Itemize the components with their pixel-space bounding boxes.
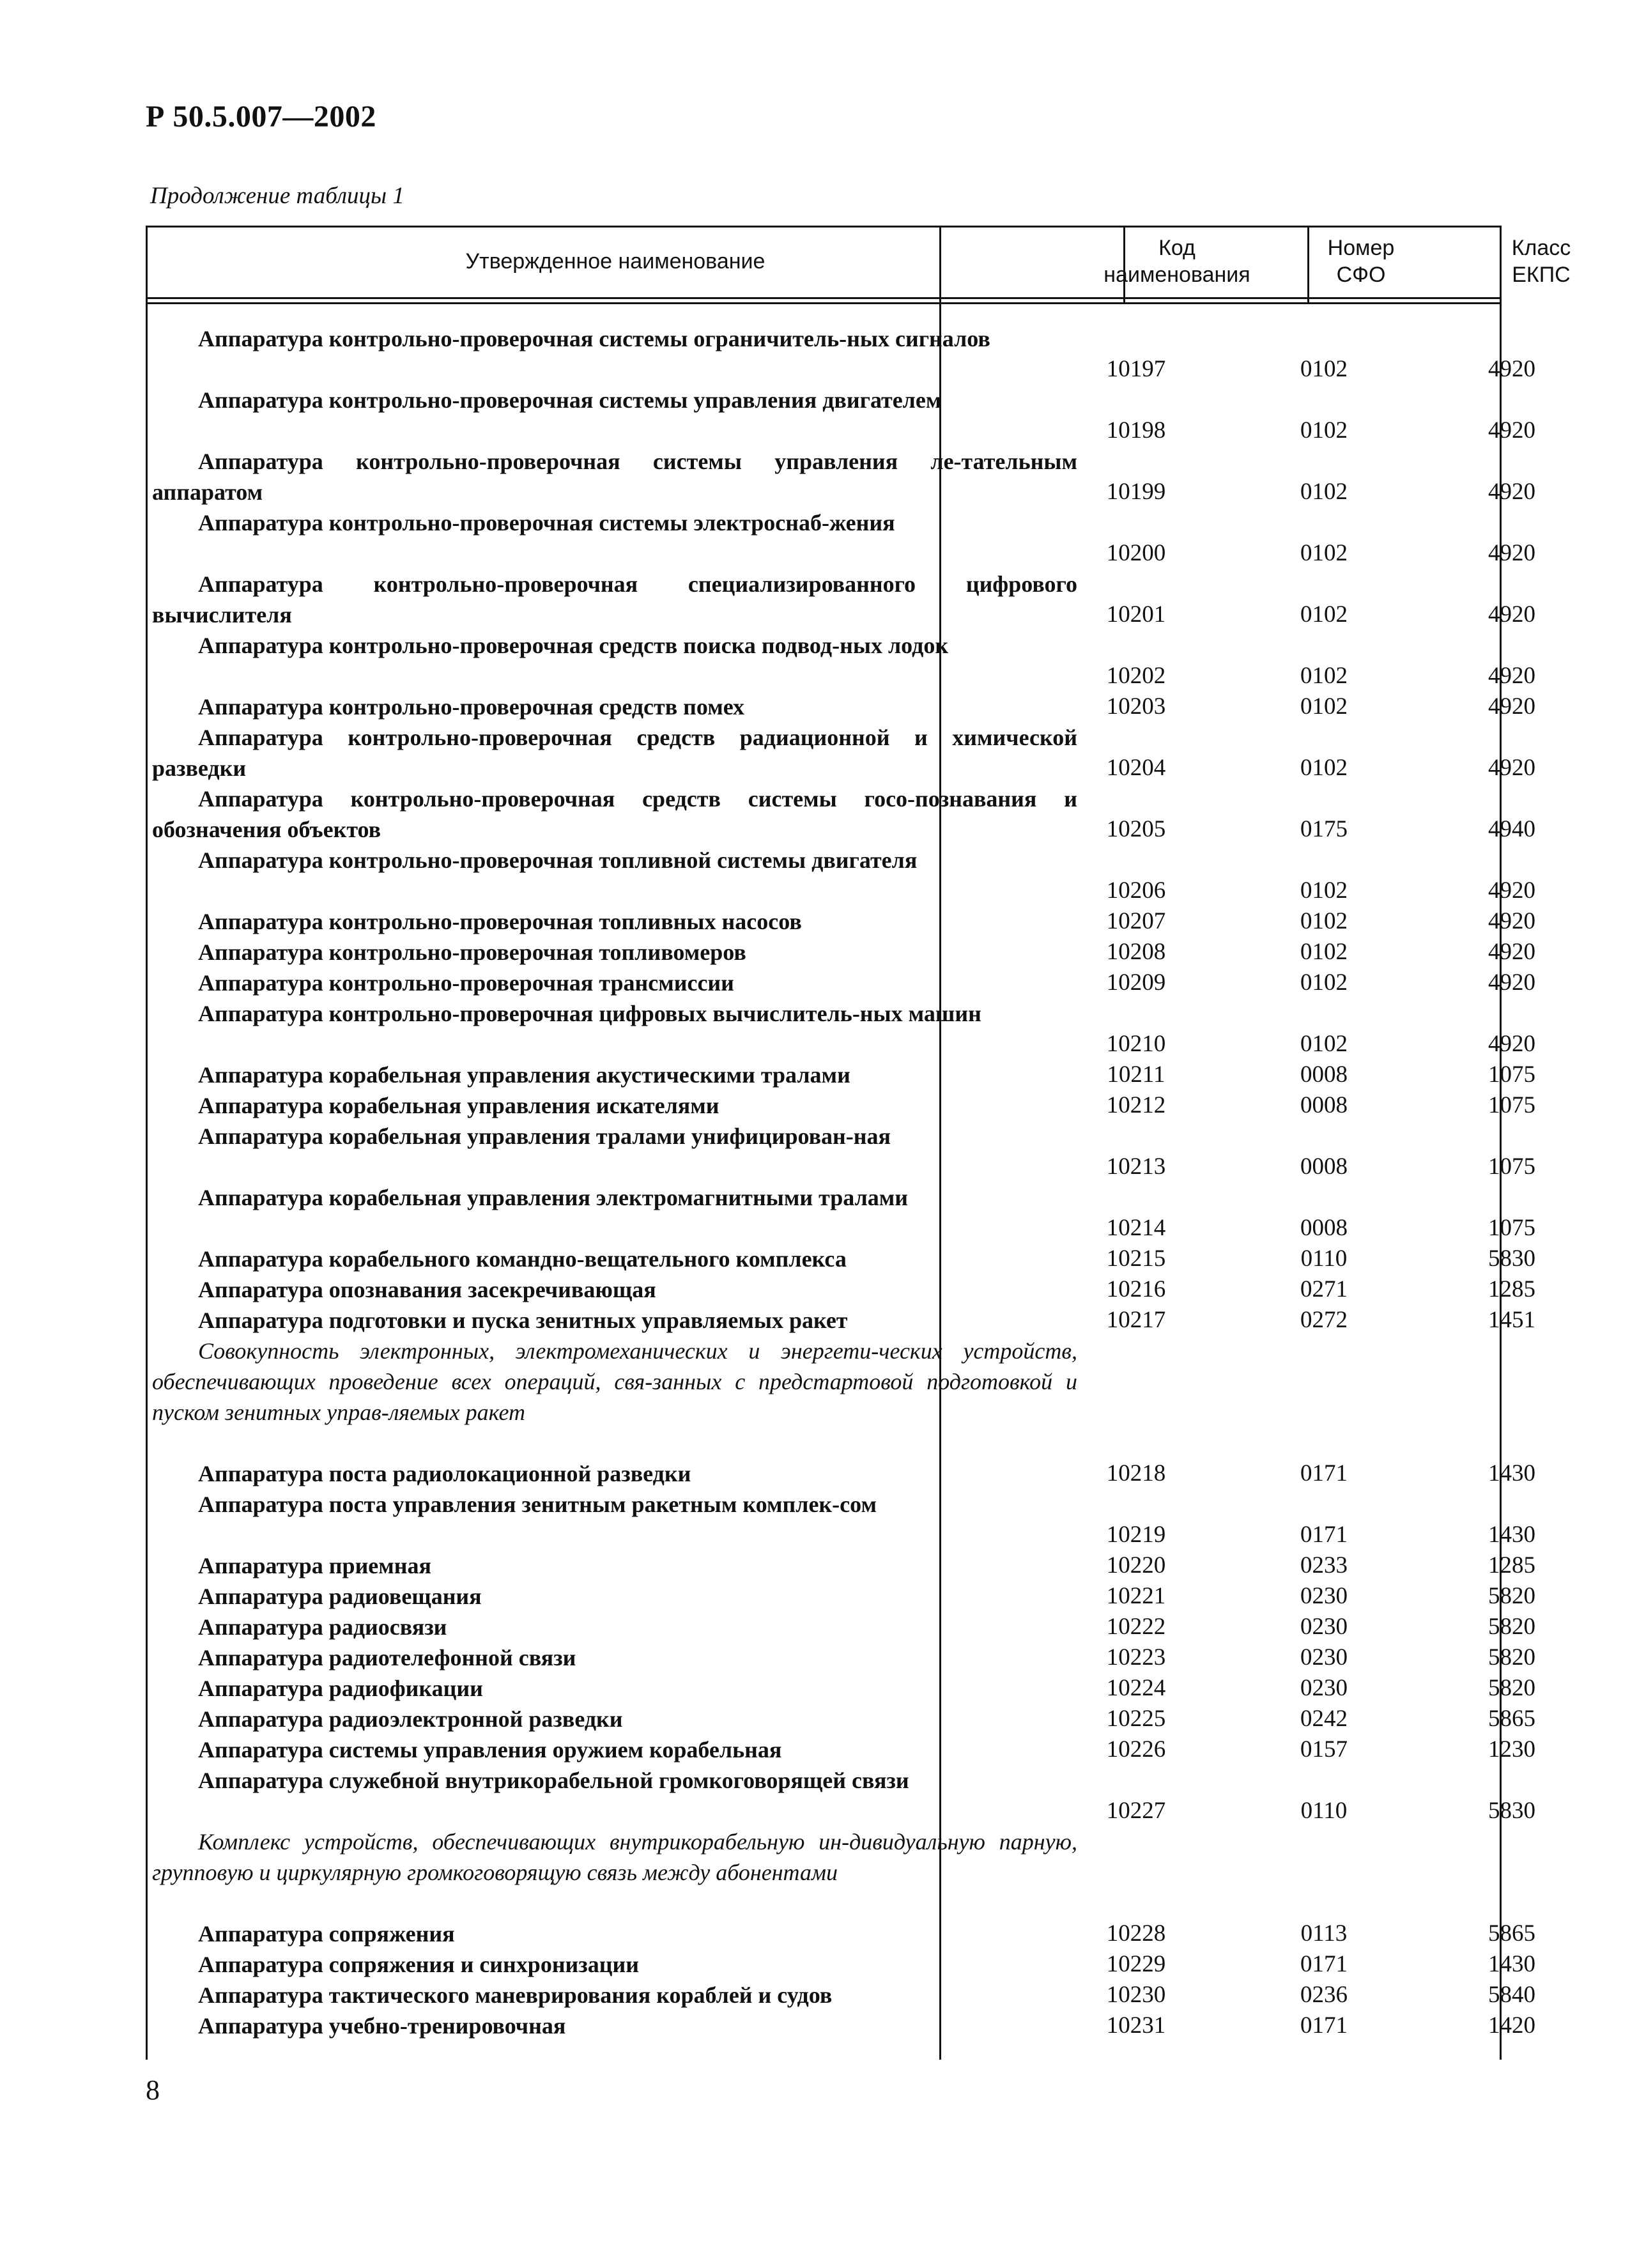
row-note: Комплекс устройств, обеспечивающих внутрикорабельную ин-дивидуальную парную, групповую и циркулярную громкоговорящую связь между абонентами — [152, 1829, 1077, 1885]
row-code: 10218 — [1106, 1460, 1166, 1486]
row-sfo: 0102 — [1300, 479, 1348, 505]
row-name: Аппаратура служебной внутрикорабельной громкоговорящей связи — [198, 1768, 909, 1793]
row-sfo: 0242 — [1300, 1706, 1348, 1732]
table-row — [146, 691, 1535, 722]
header-name: Утвержденное наименование — [465, 249, 765, 274]
row-ekps: 1420 — [1488, 2012, 1535, 2039]
row-sfo: 0008 — [1300, 1061, 1348, 1088]
row-sfo: 0102 — [1300, 755, 1348, 781]
row-code: 10216 — [1106, 1276, 1166, 1302]
row-name: Аппаратура контрольно-проверочная системы ограничитель-ных сигналов — [198, 326, 990, 351]
row-sfo: 0102 — [1300, 540, 1348, 566]
row-ekps: 5820 — [1488, 1644, 1535, 1670]
table-row — [146, 722, 1535, 783]
row-name: Аппаратура подготовки и пуска зенитных управляемых ракет — [198, 1308, 848, 1333]
row-name: Аппаратура системы управления оружием корабельная — [198, 1737, 782, 1763]
row-name: Аппаратура корабельная управления акустическими тралами — [198, 1062, 850, 1088]
row-name: Аппаратура радиоэлектронной разведки — [198, 1706, 623, 1732]
row-ekps: 1285 — [1488, 1552, 1535, 1578]
table-row — [146, 1918, 1535, 1949]
row-code: 10217 — [1106, 1307, 1166, 1333]
row-code: 10199 — [1106, 479, 1166, 505]
row-name: Аппаратура радиофикации — [198, 1676, 483, 1701]
row-code: 10213 — [1106, 1153, 1166, 1180]
row-ekps: 4920 — [1488, 969, 1535, 996]
row-sfo: 0113 — [1300, 1920, 1348, 1947]
row-sfo: 0171 — [1300, 1522, 1348, 1548]
row-sfo: 0171 — [1300, 1951, 1348, 1977]
table-note-row — [146, 1336, 1502, 1458]
table-row — [146, 1305, 1535, 1336]
divider-ekps — [1307, 226, 1309, 304]
table-row — [146, 968, 1535, 998]
row-code: 10205 — [1106, 816, 1166, 842]
row-ekps: 5820 — [1488, 1583, 1535, 1609]
row-ekps: 4940 — [1488, 816, 1535, 842]
row-code: 10227 — [1106, 1798, 1166, 1824]
table-row — [146, 323, 1535, 385]
table-row — [146, 630, 1535, 691]
row-ekps: 1430 — [1488, 1460, 1535, 1486]
row-code: 10223 — [1106, 1644, 1166, 1670]
row-ekps: 1075 — [1488, 1092, 1535, 1118]
table-row — [146, 1642, 1535, 1673]
table-row — [146, 1734, 1535, 1765]
row-name: Аппаратура контрольно-проверочная трансмиссии — [198, 970, 734, 996]
row-code: 10222 — [1106, 1614, 1166, 1640]
row-ekps: 1075 — [1488, 1215, 1535, 1241]
row-ekps: 5830 — [1488, 1798, 1535, 1824]
row-name: Аппаратура контрольно-проверочная средств системы госо-познавания и обозначения объектов — [152, 786, 1077, 842]
table-row — [146, 1244, 1535, 1274]
row-code: 10229 — [1106, 1951, 1166, 1977]
table-row — [146, 446, 1535, 507]
row-name: Аппаратура сопряжения и синхронизации — [198, 1952, 639, 1977]
row-ekps: 1285 — [1488, 1276, 1535, 1302]
row-ekps: 5840 — [1488, 1982, 1535, 2008]
table-row — [146, 783, 1535, 845]
row-ekps: 1075 — [1488, 1061, 1535, 1088]
row-name: Аппаратура контрольно-проверочная системы электроснаб-жения — [198, 510, 895, 536]
table-row — [146, 1274, 1535, 1305]
row-ekps: 4920 — [1488, 479, 1535, 505]
row-code: 10210 — [1106, 1031, 1166, 1057]
row-sfo: 0102 — [1300, 969, 1348, 996]
row-code: 10226 — [1106, 1736, 1166, 1763]
row-name: Аппаратура корабельного командно-вещательного комплекса — [198, 1246, 847, 1272]
header-sfo: Номер СФО — [1327, 236, 1395, 287]
table-row — [146, 1581, 1535, 1612]
row-sfo: 0230 — [1300, 1614, 1348, 1640]
divider-sfo — [1123, 226, 1125, 304]
row-name: Аппаратура контрольно-проверочная средств помех — [198, 694, 744, 720]
table-row — [146, 1458, 1535, 1489]
table-row — [146, 1489, 1535, 1550]
row-sfo: 0230 — [1300, 1675, 1348, 1701]
row-code: 10197 — [1106, 356, 1166, 382]
row-name: Аппаратура контрольно-проверочная топливомеров — [198, 939, 746, 965]
standard-number: Р 50.5.007—2002 — [146, 100, 376, 134]
row-sfo: 0271 — [1300, 1276, 1348, 1302]
row-note: Совокупность электронных, электромеханических и энергети-ческих устройств, обеспечивающих проведение всех операций, свя-занных с предстартовой подготовкой и пуском зенитных управ-ляемых ракет — [152, 1338, 1077, 1425]
row-name: Аппаратура контрольно-проверочная системы управления ле-тательным аппаратом — [152, 449, 1077, 505]
row-sfo: 0008 — [1300, 1153, 1348, 1180]
row-name: Аппаратура поста радиолокационной разведки — [198, 1461, 691, 1486]
row-name: Аппаратура корабельная управления искателями — [198, 1093, 719, 1118]
row-ekps: 1430 — [1488, 1522, 1535, 1548]
row-code: 10215 — [1106, 1246, 1166, 1272]
row-ekps: 4920 — [1488, 939, 1535, 965]
row-ekps: 5820 — [1488, 1675, 1535, 1701]
row-sfo: 0110 — [1300, 1246, 1348, 1272]
row-ekps: 5820 — [1488, 1614, 1535, 1640]
row-sfo: 0102 — [1300, 663, 1348, 689]
row-sfo: 0102 — [1300, 601, 1348, 628]
row-sfo: 0102 — [1300, 1031, 1348, 1057]
row-code: 10225 — [1106, 1706, 1166, 1732]
table-row — [146, 1550, 1535, 1581]
row-sfo: 0236 — [1300, 1982, 1348, 2008]
row-sfo: 0175 — [1300, 816, 1348, 842]
table-row — [146, 937, 1535, 968]
row-code: 10201 — [1106, 601, 1166, 628]
row-name: Аппаратура контрольно-проверочная средств радиационной и химической разведки — [152, 725, 1077, 781]
row-sfo: 0171 — [1300, 1460, 1348, 1486]
row-ekps: 4920 — [1488, 417, 1535, 444]
row-ekps: 1230 — [1488, 1736, 1535, 1763]
row-code: 10211 — [1107, 1061, 1165, 1088]
row-code: 10203 — [1106, 693, 1166, 720]
row-code: 10209 — [1106, 969, 1166, 996]
row-name: Аппаратура контрольно-проверочная топливной системы двигателя — [198, 847, 918, 873]
row-code: 10221 — [1106, 1583, 1166, 1609]
row-sfo: 0102 — [1300, 908, 1348, 934]
table-row — [146, 1121, 1535, 1182]
row-sfo: 0171 — [1300, 2012, 1348, 2039]
row-name: Аппаратура радиотелефонной связи — [198, 1645, 576, 1670]
row-sfo: 0102 — [1300, 693, 1348, 720]
table-row — [146, 1949, 1535, 1980]
row-code: 10231 — [1106, 2012, 1166, 2039]
row-ekps: 1075 — [1488, 1153, 1535, 1180]
table-row — [146, 998, 1535, 1060]
table-row — [146, 906, 1535, 937]
row-ekps: 5830 — [1488, 1246, 1535, 1272]
table-row — [146, 1673, 1535, 1704]
row-sfo: 0230 — [1300, 1583, 1348, 1609]
row-sfo: 0102 — [1300, 417, 1348, 444]
row-name: Аппаратура поста управления зенитным ракетным комплек-сом — [198, 1492, 877, 1517]
row-name: Аппаратура сопряжения — [198, 1921, 455, 1947]
row-name: Аппаратура радиосвязи — [198, 1614, 447, 1640]
table-row — [146, 385, 1535, 446]
row-ekps: 4920 — [1488, 356, 1535, 382]
row-code: 10207 — [1106, 908, 1166, 934]
row-name: Аппаратура контрольно-проверочная топливных насосов — [198, 909, 802, 934]
header-ekps: Класс ЕКПС — [1511, 236, 1571, 287]
table-row — [146, 2010, 1535, 2041]
row-code: 10212 — [1106, 1092, 1166, 1118]
row-code: 10228 — [1106, 1920, 1166, 1947]
table-row — [146, 569, 1535, 630]
table-row — [146, 1765, 1535, 1826]
row-name: Аппаратура приемная — [198, 1553, 432, 1578]
header-code: Код наименования — [1103, 236, 1250, 287]
table-row — [146, 1182, 1535, 1244]
row-code: 10224 — [1106, 1675, 1166, 1701]
row-code: 10202 — [1106, 663, 1166, 689]
row-ekps: 1451 — [1488, 1307, 1535, 1333]
table-header — [146, 226, 1571, 297]
row-ekps: 4920 — [1488, 908, 1535, 934]
row-ekps: 1430 — [1488, 1951, 1535, 1977]
row-ekps: 4920 — [1488, 755, 1535, 781]
row-name: Аппаратура контрольно-проверочная специализированного цифрового вычислителя — [152, 571, 1077, 628]
page-number: 8 — [146, 2074, 160, 2106]
row-code: 10214 — [1106, 1215, 1166, 1241]
row-name: Аппаратура контрольно-проверочная средств поиска подвод-ных лодок — [198, 633, 949, 658]
row-name: Аппаратура радиовещания — [198, 1584, 482, 1609]
row-code: 10198 — [1106, 417, 1166, 444]
row-sfo: 0008 — [1300, 1092, 1348, 1118]
row-sfo: 0102 — [1300, 356, 1348, 382]
row-sfo: 0110 — [1300, 1798, 1348, 1824]
table-row — [146, 1704, 1535, 1734]
row-name: Аппаратура корабельная управления тралами унифицирован-ная — [198, 1123, 891, 1149]
table-caption: Продолжение таблицы 1 — [150, 183, 404, 209]
row-code: 10219 — [1106, 1522, 1166, 1548]
table-row — [146, 1980, 1535, 2010]
row-code: 10200 — [1106, 540, 1166, 566]
row-sfo: 0230 — [1300, 1644, 1348, 1670]
row-code: 10220 — [1106, 1552, 1166, 1578]
row-name: Аппаратура контрольно-проверочная системы управления двигателем — [198, 387, 942, 413]
row-ekps: 4920 — [1488, 601, 1535, 628]
row-code: 10206 — [1106, 877, 1166, 904]
row-code: 10208 — [1106, 939, 1166, 965]
row-name: Аппаратура корабельная управления электромагнитными тралами — [198, 1185, 909, 1210]
row-ekps: 4920 — [1488, 693, 1535, 720]
row-ekps: 5865 — [1488, 1920, 1535, 1947]
row-code: 10204 — [1106, 755, 1166, 781]
row-sfo: 0157 — [1300, 1736, 1348, 1763]
row-sfo: 0272 — [1300, 1307, 1348, 1333]
row-sfo: 0233 — [1300, 1552, 1348, 1578]
table-row — [146, 507, 1535, 569]
table-row — [146, 1612, 1535, 1642]
row-ekps: 4920 — [1488, 877, 1535, 904]
row-name: Аппаратура опознавания засекречивающая — [198, 1277, 656, 1302]
row-ekps: 4920 — [1488, 1031, 1535, 1057]
row-ekps: 4920 — [1488, 540, 1535, 566]
row-sfo: 0102 — [1300, 877, 1348, 904]
row-name: Аппаратура контрольно-проверочная цифровых вычислитель-ных машин — [198, 1001, 981, 1026]
row-sfo: 0008 — [1300, 1215, 1348, 1241]
table-note-row — [146, 1826, 1502, 1918]
row-name: Аппаратура учебно-тренировочная — [198, 2013, 566, 2039]
row-name: Аппаратура тактического маневрирования кораблей и судов — [198, 1982, 833, 2008]
row-code: 10230 — [1106, 1982, 1166, 2008]
table-row — [146, 845, 1535, 906]
row-sfo: 0102 — [1300, 939, 1348, 965]
table-row — [146, 1090, 1535, 1121]
row-ekps: 4920 — [1488, 663, 1535, 689]
table-body — [146, 304, 1535, 2059]
row-ekps: 5865 — [1488, 1706, 1535, 1732]
header-rule — [146, 297, 1502, 299]
table-row — [146, 1060, 1535, 1090]
